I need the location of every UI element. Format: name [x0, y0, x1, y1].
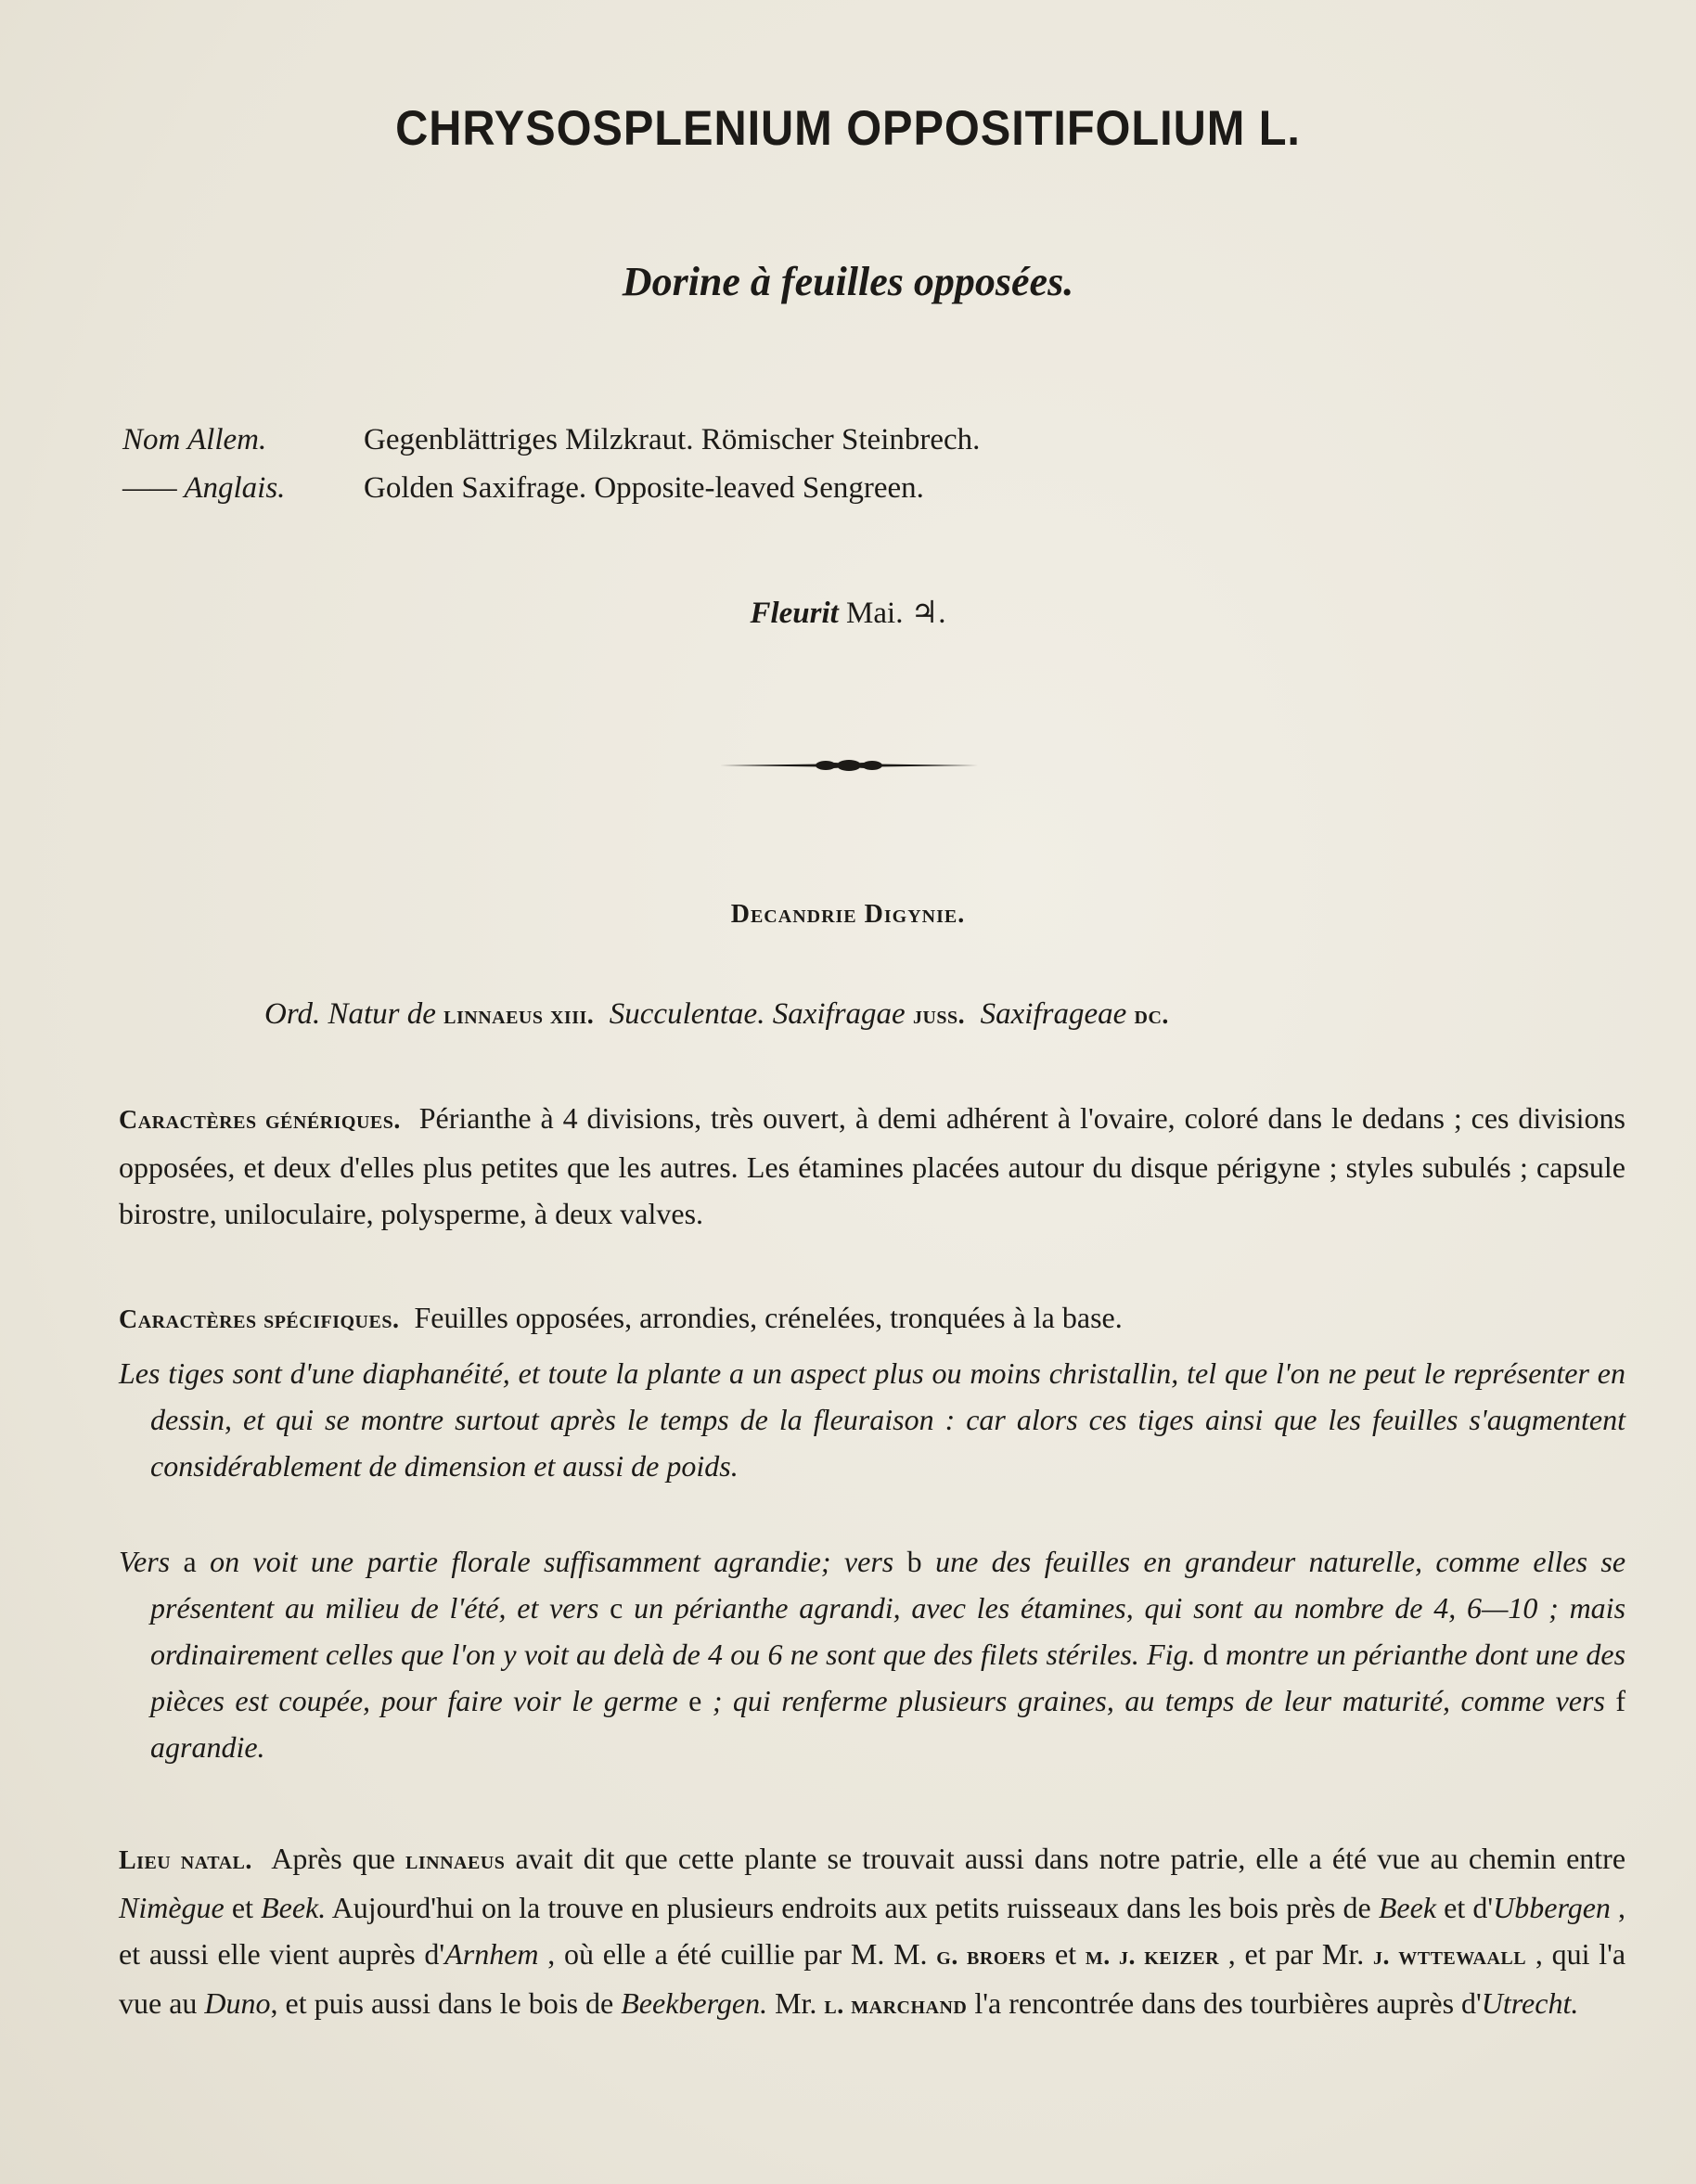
text: , qui l'a vue au	[119, 1937, 1626, 2020]
ornament-divider	[720, 755, 978, 776]
order-text: Ord. Natur de	[264, 997, 436, 1031]
place-name: Duno	[204, 1986, 271, 2020]
text: l'a rencontrée dans des tourbières auprès d'	[974, 1986, 1482, 2020]
text: montre un périanthe dont une des pièces est coupée, pour faire voir le germe	[150, 1638, 1626, 1717]
generic-characters	[119, 1095, 1625, 1237]
figure-letter: a	[183, 1545, 197, 1578]
name-label: —— Anglais.	[122, 471, 286, 505]
person-name: linnaeus	[405, 1846, 506, 1875]
figure-explanation	[119, 1538, 1626, 1770]
page-title: CHRYSOSPLENIUM OPPOSITIFOLIUM L.	[395, 101, 1301, 156]
section-label: Caractères génériques.	[119, 1106, 401, 1135]
text: , et par Mr.	[1227, 1937, 1365, 1971]
text: , et puis aussi dans le bois de	[270, 1986, 614, 2020]
section-label: Caractères spécifiques.	[119, 1305, 400, 1334]
order-author: dc.	[1134, 1001, 1169, 1030]
text: un périanthe agrandi, avec les étamines, qui sont au nombre de 4, 6—10 ; mais ordinairement celles que l'on y voit au delà de 4 ou 6 ne sont que des filets stériles. Fig.	[150, 1591, 1626, 1671]
text: avait dit que cette plante se trouvait aussi dans notre patrie, elle a été vue au chemin entre	[515, 1842, 1626, 1875]
text: , et aussi elle vient auprès d'	[119, 1891, 1626, 1971]
text: , où elle a été cuillie par M. M.	[547, 1937, 928, 1971]
figure-letter: e	[688, 1684, 702, 1717]
person-name: m. j. keizer	[1085, 1942, 1220, 1971]
text: Mr.	[775, 1986, 817, 2020]
text: Aujourd'hui on la trouve en plusieurs endroits aux petits ruisseaux dans les bois près de	[331, 1891, 1371, 1924]
place-name: Beek	[1378, 1891, 1437, 1924]
natural-order-line	[264, 997, 1169, 1032]
place-name: Utrecht.	[1481, 1986, 1579, 2020]
order-author: juss.	[912, 1001, 966, 1030]
text: on voit une partie florale suffisamment agrandie; vers	[210, 1545, 894, 1578]
section-text: Feuilles opposées, arrondies, crénelées, tronquées à la base.	[414, 1301, 1123, 1334]
habitat-paragraph	[119, 1835, 1625, 2029]
text: Après que	[271, 1842, 395, 1875]
person-name: l. marchand	[824, 1991, 968, 2020]
flowering-month: Mai.	[846, 597, 904, 630]
name-value: Golden Saxifrage. Opposite-leaved Sengreen.	[364, 471, 924, 505]
name-row-english	[122, 464, 980, 512]
text: ; qui renferme plusieurs graines, au temps de leur maturité, comme vers	[712, 1684, 1605, 1717]
linnaean-class: Decandrie Digynie.	[730, 900, 966, 929]
figure-letter: c	[610, 1591, 623, 1625]
order-text: Succulentae. Saxifragae	[609, 997, 906, 1031]
person-name: j. wttewaall	[1373, 1942, 1527, 1971]
name-label: Nom Allem.	[122, 423, 267, 456]
figure-letter: f	[1615, 1684, 1626, 1717]
text: agrandie.	[150, 1730, 265, 1764]
text: une des feuilles en grandeur naturelle, comme elles se présentent au milieu de l'été, et vers	[150, 1545, 1626, 1625]
place-name: Ubbergen	[1493, 1891, 1611, 1924]
text: Vers	[119, 1545, 171, 1578]
description-paragraph: Les tiges sont d'une diaphanéité, et toute la plante a un aspect plus ou moins christallin, tel que l'on ne peut le représenter en dessin, et qui se montre surtout après le temps de la fleuraison : car alors ces tiges ainsi que les feuilles s'augmentent considérablement de dimension et aussi de poids.	[119, 1356, 1625, 1483]
figure-letter: d	[1202, 1638, 1218, 1671]
flowering-line	[0, 594, 1696, 631]
place-name: Nimègue	[119, 1891, 225, 1924]
perennial-symbol: ♃.	[910, 597, 946, 630]
section-text: Périanthe à 4 divisions, très ouvert, à demi adhérent à l'ovaire, coloré dans le dedans ; ces divisions opposées, et deux d'elles plus petites que les autres. Les étamines placées autour du disque périgyne ; styles subulés ; capsule birostre, uniloculaire, polysperme, à deux valves.	[119, 1101, 1626, 1230]
place-name: Arnhem	[444, 1937, 539, 1971]
flowering-label: Fleurit	[750, 597, 839, 630]
name-value: Gegenblättriges Milzkraut. Römischer Steinbrech.	[364, 423, 981, 456]
place-name: Beekbergen.	[621, 1986, 768, 2020]
common-names	[122, 416, 980, 512]
french-name: Dorine à feuilles opposées.	[622, 259, 1074, 304]
specific-characters	[119, 1294, 1625, 1343]
place-name: Beek.	[261, 1891, 327, 1924]
text: et	[1055, 1937, 1077, 1971]
order-text: Saxifrageae	[980, 997, 1127, 1031]
name-row-german	[122, 416, 980, 464]
text: et d'	[1444, 1891, 1494, 1924]
person-name: g. broers	[936, 1942, 1047, 1971]
order-author: linnaeus xiii.	[443, 1001, 595, 1030]
section-label: Lieu natal.	[119, 1846, 252, 1875]
text: et	[231, 1891, 253, 1924]
figure-letter: b	[906, 1545, 922, 1578]
